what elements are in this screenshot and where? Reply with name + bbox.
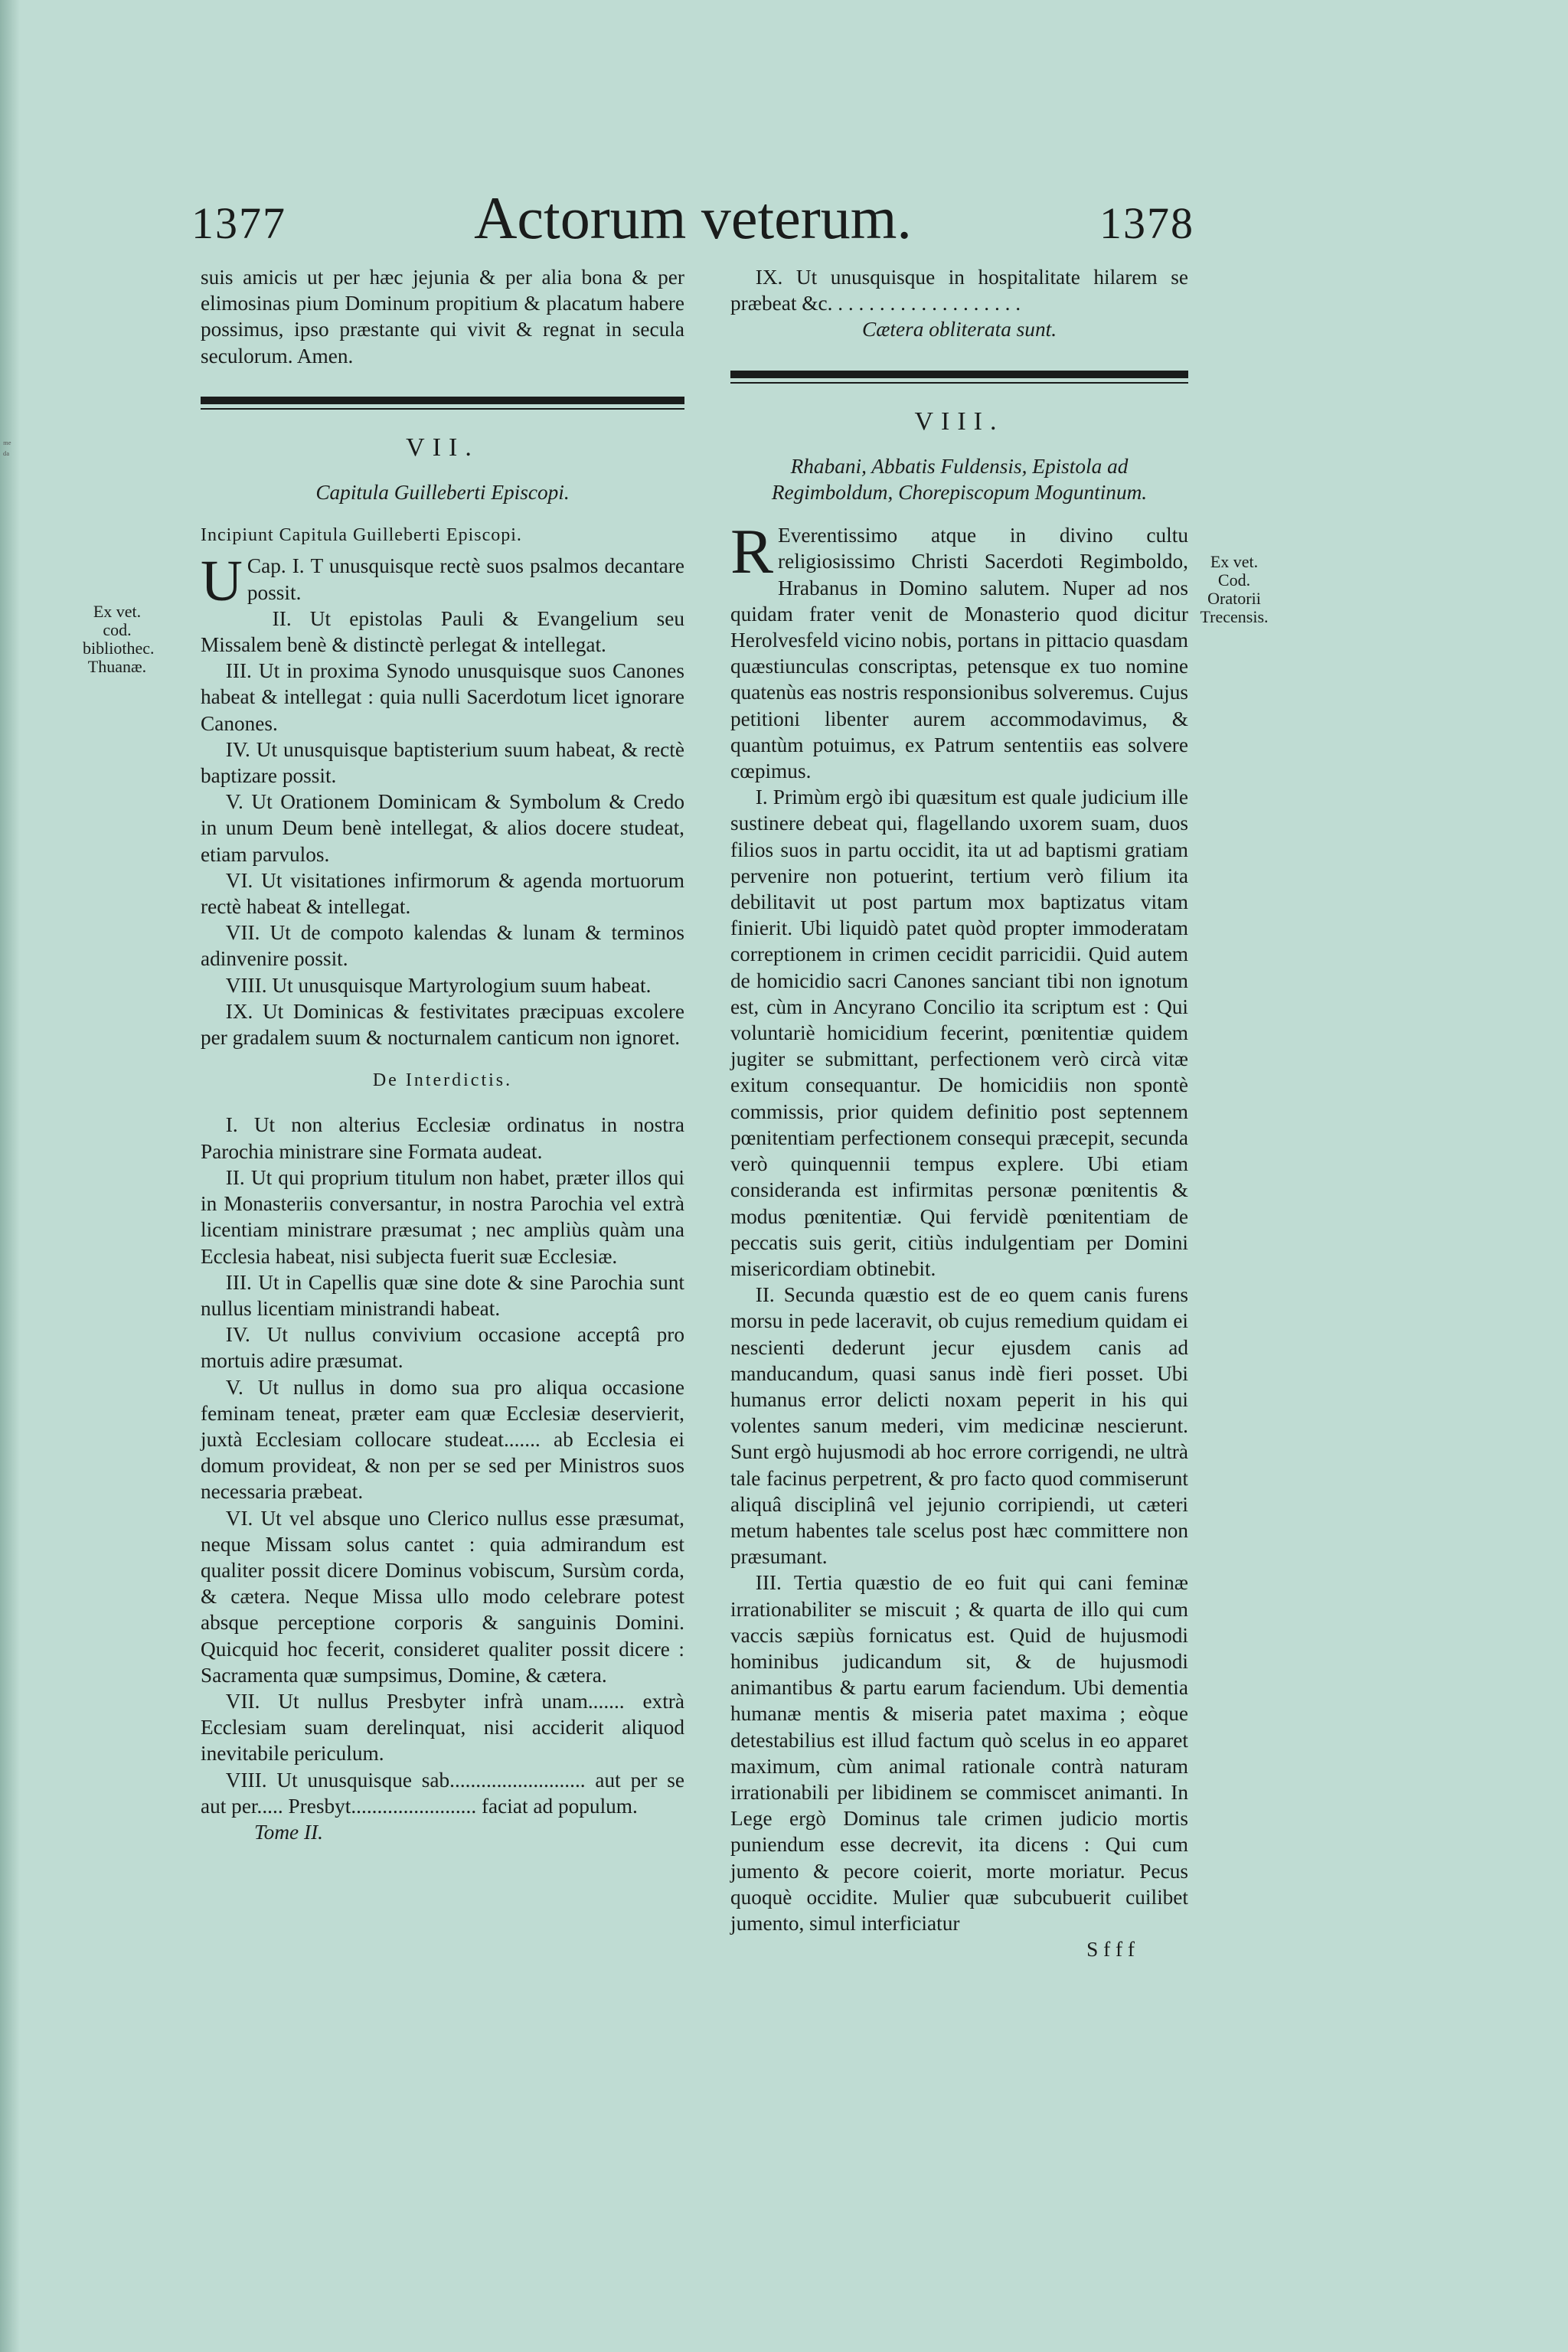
capitulum-item: VI. Ut visitationes infirmorum & agenda mortuorum rectè habeat & intellegat.	[201, 868, 684, 919]
page-number-right: 1378	[1099, 198, 1194, 248]
right-column	[730, 264, 1188, 1962]
page-gutter	[0, 0, 20, 2352]
epistle-intro	[730, 516, 1188, 784]
section-number: VIII.	[914, 407, 1004, 436]
capitulum-item: VII. Ut de compoto kalendas & lunam & terminos adinvenire possit.	[201, 921, 684, 971]
interdictum-item: IV. Ut nullus convivium occasione acceptâ pro mortuis adire præsumat.	[201, 1323, 684, 1373]
capitulum-item: IV. Ut unusquisque baptisterium suum habeat, & rectè baptizare possit.	[201, 737, 684, 788]
interdictum-item: II. Ut qui proprium titulum non habet, præter illos qui in Monasteriis conversantur, in nostra Parochia vel extrà licentiam ministrare præsumat ; nec ampliùs quàm una Ecclesia habeat, nisi subjecta fuerit suæ Ecclesiæ.	[201, 1165, 684, 1268]
interdictum-item: VI. Ut vel absque uno Clerico nullus esse præsumat, neque Missam solus cantet : quia admirandum est qualiter possit dicere Dominus vobiscum, Sursùm corda, & cætera. Neque Missa ullo modo celebrare potest absque perceptione corporis & sanguinis Domini. Quicquid hoc fecerit, consideret qualiter possit dicere : Sacramenta quæ sumpsimus, Domine, & cætera.	[201, 1506, 684, 1687]
obliterated-note: Cætera obliterata sunt.	[861, 318, 1057, 341]
capitulum-item: V. Ut Orationem Dominicam & Symbolum & Credo in unum Deum benè intellegat, & alios docere studeat, etiam parvulos.	[201, 790, 684, 866]
section-number: VII.	[406, 433, 479, 462]
section-rule	[201, 397, 684, 404]
margin-note-left: Ex vet. cod. bibliothec. Thuanæ.	[83, 602, 155, 676]
capitulum-item: II. Ut epistolas Pauli & Evangelium seu Missalem benè & distinctè perlegat & intellegat.	[201, 606, 684, 657]
tome-label: Tome II.	[254, 1820, 323, 1844]
incipit-line: Incipiunt Capitula Guilleberti Episcopi.	[201, 525, 522, 546]
quaestio-paragraph: II. Secunda quæstio est de eo quem canis furens morsu in pede laceravit, ob cujus remedium quidam ei nescienti dederunt jecur ejusdem canis ad manducandum, quasi sanus indè fieri posset. Ubi humanus error delicti noxam peperit in his qui volentes sanum mederi, vim medicinæ nescierunt. Sunt ergò hujusmodi ab hoc errore corrigendi, ne ultrà tale facinus perpetrent, & pro facto quod commiserunt aliquâ disciplinâ vel jejunio corripiendi, ut cæteri metum habentes tale scelus post hæc committere non præsumant.	[730, 1283, 1188, 1569]
interdictum-item: I. Ut non alterius Ecclesiæ ordinatus in nostra Parochia ministrare sine Formata audeat.	[201, 1113, 684, 1163]
drop-cap: U	[201, 549, 243, 614]
page-header	[191, 184, 1194, 260]
interdicta-heading: De Interdictis.	[372, 1070, 513, 1091]
section-rule	[730, 371, 1188, 378]
cap-label: Cap. I.	[247, 554, 305, 578]
section-title: Capitula Guilleberti Episcopi.	[315, 481, 570, 505]
signature-mark: S f f f	[1086, 1938, 1135, 1962]
interdictum-item: III. Ut in Capellis quæ sine dote & sine Parochia sunt nullus licentiam ministrandi habeat.	[201, 1270, 684, 1320]
drop-cap: R	[730, 516, 774, 588]
cap-text: T unusquisque rectè suos psalmos decantare possit.	[247, 554, 685, 604]
opening-item: IX. Ut unusquisque in hospitalitate hilarem se præbeat &c. . . . . . . . . . . . . . . . . . .	[730, 266, 1188, 315]
page-number-left: 1377	[191, 198, 286, 248]
quaestio-paragraph: III. Tertia quæstio de eo fuit qui cani feminæ irrationabiliter se miscuit ; & quarta de illo qui cum vaccis sæpiùs fornicatus est. Quid de hujusmodi hominibus judicandum sit, & de hujusmodi animantibus & partu earum faciendum. Ubi dementia humanæ mentis & miseria patet maxima ; eòque detestabilius est illud factum quò scelus in eo apparet maximum, cùm animal rationale contrà naturam irrationabili per libidinem se commiscet animanti. In Lege ergò Dominus tale crimen judicio mortis puniendum esse decrevit, ita dicens : Qui cum jumento & pecore coierit, morte moriatur. Pecus quoquè occidite. Mulier quæ subcubuerit cuilibet jumento, simul interficiatur	[730, 1571, 1188, 1935]
capitulum-item: III. Ut in proxima Synodo unusquisque suos Canones habeat & intellegat : quia nulli Sacerdotum licet ignorare Canones.	[201, 659, 684, 735]
opening-paragraph: suis amicis ut per hæc jejunia & per alia bona & per elimosinas pium Dominum propitium & placatum habere possimus, ipso præstante qui vivit & regnat in secula seculorum. Amen.	[201, 266, 684, 368]
quaestio-paragraph: I. Primùm ergò ibi quæsitum est quale judicium ille sustinere debeat qui, flagellando uxorem suam, duos filios suos in partu occidit, ita ut ad baptismi gratiam pervenire non potuerint, tertium verò filium ita debilitavit ut post partum mox baptizatus vitam finierit. Ubi liquidò patet quòd propter immoderatam correptionem in crimen cecidit parricidii. Quid autem de homicidio sacri Canones sanciant tibi non ignotum est, cùm in Ancyrano Concilio ita scriptum est : Qui voluntariè homicidium fecerint, pœnitentiæ quidem jugiter se submittant, perfectionem verò circà vitæ exitum consequantur. De homicidiis non spontè commissis, prior quidem definitio post septennem pœnitentiam perfectionem consequi præcepit, secunda verò quinquennii tempus explere. Ubi etiam consideranda est infirmitas personæ pœnitentis & modus pœnitentiæ. Qui fervidè pœnitentiam de peccatis suis gerit, citiùs indulgentiam per Domini misericordiam obtinebit.	[730, 786, 1188, 1280]
interdictum-item: VII. Ut nullus Presbyter infrà unam....... extrà Ecclesiam suam derelinquat, nisi acciderit aliquod inevitabile periculum.	[201, 1689, 684, 1766]
interdictum-item: V. Ut nullus in domo sua pro aliqua occasione feminam teneat, præter eam quæ Ecclesiæ deservierit, juxtà Ecclesiam collocare studeat....... ab Ecclesia ei domum provideat, & non per se sed per Ministros suos necessaria præbeat.	[201, 1375, 684, 1504]
left-column	[201, 264, 684, 1845]
running-title: Actorum veterum.	[474, 185, 912, 251]
interdictum-item: VIII. Ut unusquisque sab.......................... aut per se aut per..... Presbyt........................ faciat ad populum.	[201, 1768, 684, 1818]
binding-mark: ᵐᵉ ᵈᵃ	[3, 439, 11, 462]
section-title: Rhabani, Abbatis Fuldensis, Epistola ad Regimboldum, Chorepiscopum Moguntinum.	[771, 454, 1148, 505]
margin-note-right: Ex vet. Cod. Oratorii Trecensis.	[1200, 552, 1269, 626]
capitulum-1	[201, 549, 685, 614]
intro-text: Everentissimo atque in divino cultu religiosissimo Christi Sacerdoti Regimboldo, Hrabanus in Domino salutem. Nuper ad nos quidam frater venit de Monasterio quod dicitur Herolvesfeld vicino nobis, portans in pittacio quasdam quæstiunculas conscriptas, petensque ex tuo nomine quatenùs eas nostris responsionibus solveremus. Cujus petitioni libenter aurem accommodavimus, & quantùm potuimus, ex Patrum sententiis eas solvere cœpimus.	[730, 524, 1188, 783]
capitulum-item: IX. Ut Dominicas & festivitates præcipuas excolere per gradalem suum & nocturnalem canticum non ignoret.	[201, 999, 684, 1050]
capitulum-item: VIII. Ut unusquisque Martyrologium suum habeat.	[225, 973, 652, 997]
